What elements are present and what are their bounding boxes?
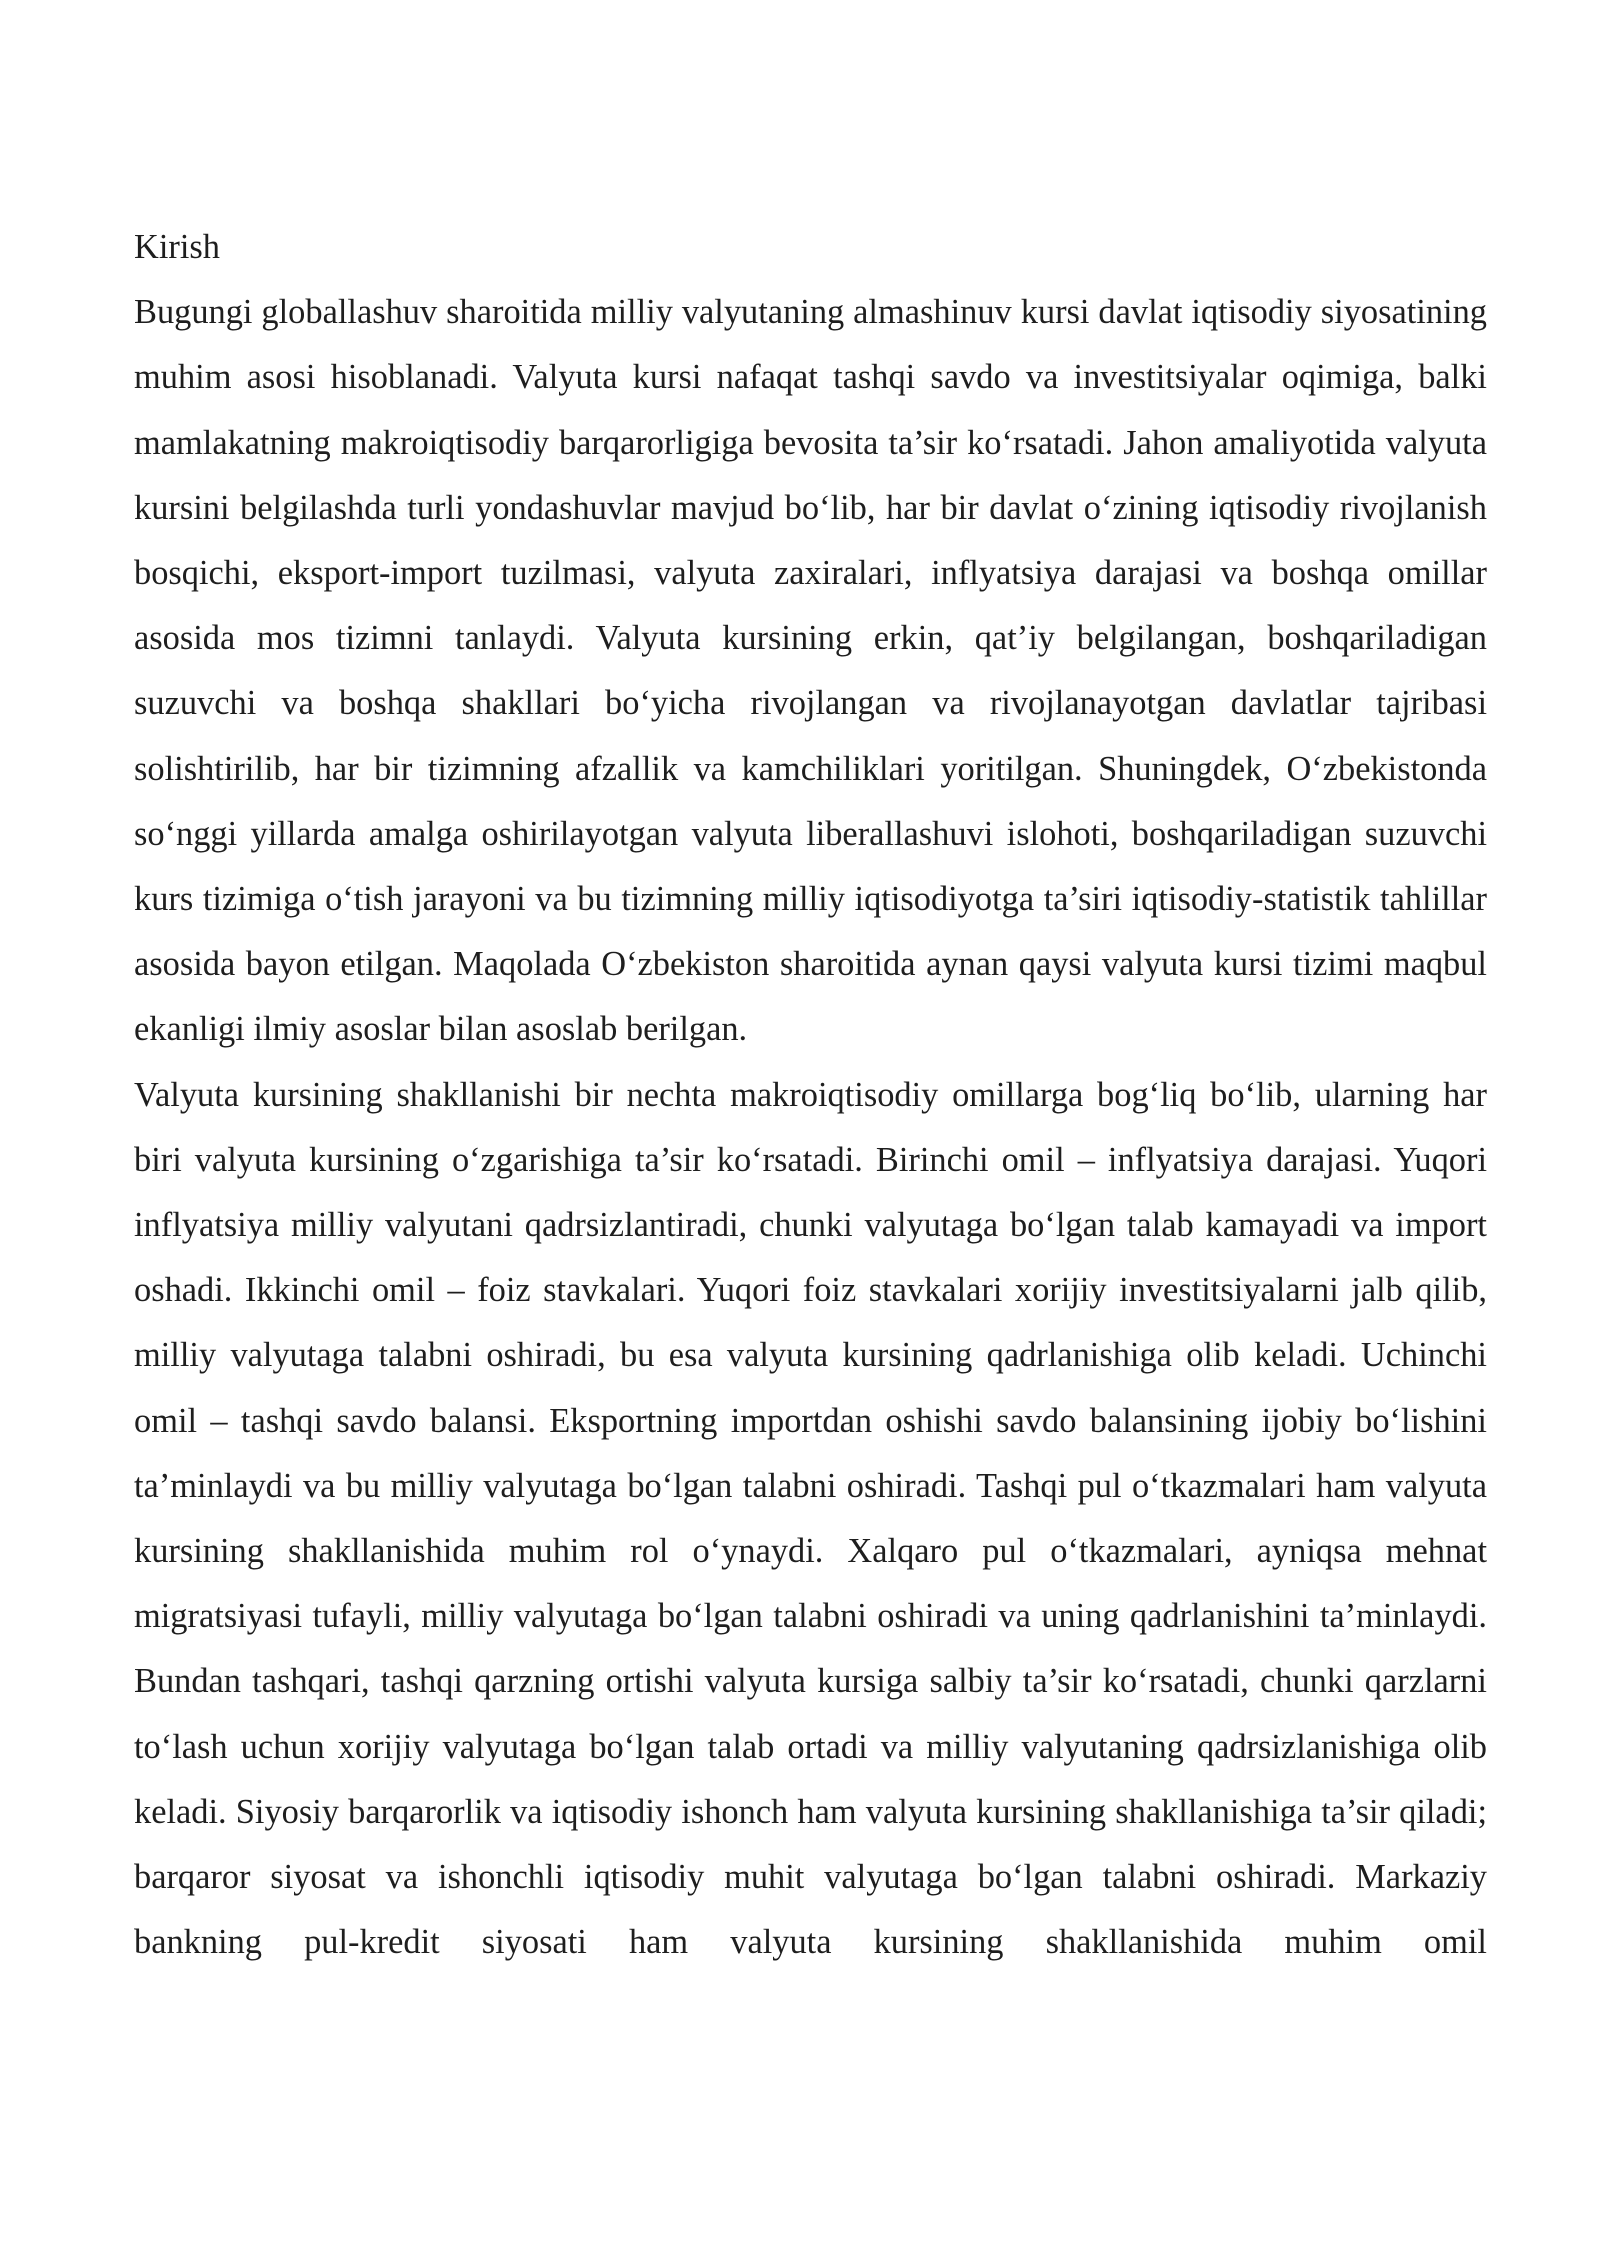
factors-paragraph: Valyuta kursining shakllanishi bir nechta makroiqtisodiy omillarga bog‘liq bo‘lib, ularning har biri valyuta kursining o‘zgarishiga ta’sir ko‘rsatadi. Birinchi omil – inflyatsiya darajasi. Yuqori inflyatsiya milliy valyutani qadrsizlantiradi, chunki valyutaga bo‘lgan talab kamayadi va import oshadi. Ikkinchi omil – foiz stavkalari. Yuqori foiz stavkalari xorijiy investitsiyalarni jalb qilib, milliy valyutaga talabni oshiradi, bu esa valyuta kursining qadrlanishiga olib keladi. Uchinchi omil – tashqi savdo balansi. Eksportning importdan oshishi savdo balansining ijobiy bo‘lishini ta’minlaydi va bu milliy valyutaga bo‘lgan talabni oshiradi. Tashqi pul o‘tkazmalari ham valyuta kursining shakllanishida muhim rol o‘ynaydi. Xalqaro pul o‘tkazmalari, ayniqsa mehnat migratsiyasi tufayli, milliy valyutaga bo‘lgan talabni oshiradi va uning qadrlanishini ta’minlaydi. Bundan tashqari, tashqi qarzning ortishi valyuta kursiga salbiy ta’sir ko‘rsatadi, chunki qarzlarni to‘lash uchun xorijiy valyutaga bo‘lgan talab ortadi va milliy valyutaning qadrsizlanishiga olib keladi. Siyosiy barqarorlik va iqtisodiy ishonch ham valyuta kursining shakllanishiga ta’sir qiladi; barqaror siyosat va ishonchli iqtisodiy muhit valyutaga bo‘lgan talabni oshiradi. Markaziy bankning pul-kredit siyosati ham valyuta kursining shakllanishida muhim omil bbox=[134, 1075, 1487, 1962]
document-page bbox=[134, 215, 1487, 1975]
section-heading: Kirish bbox=[134, 228, 220, 266]
intro-paragraph: Bugungi globallashuv sharoitida milliy valyutaning almashinuv kursi davlat iqtisodiy siyosatining muhim asosi hisoblanadi. Valyuta kursi nafaqat tashqi savdo va investitsiyalar oqimiga, balki mamlakatning makroiqtisodiy barqarorligiga bevosita ta’sir ko‘rsatadi. Jahon amaliyotida valyuta kursini belgilashda turli yondashuvlar mavjud bo‘lib, har bir davlat o‘zining iqtisodiy rivojlanish bosqichi, eksport-import tuzilmasi, valyuta zaxiralari, inflyatsiya darajasi va boshqa omillar asosida mos tizimni tanlaydi. Valyuta kursining erkin, qat’iy belgilangan, boshqariladigan suzuvchi va boshqa shakllari bo‘yicha rivojlangan va rivojlanayotgan davlatlar tajribasi solishtirilib, har bir tizimning afzallik va kamchiliklari yoritilgan. Shuningdek, O‘zbekistonda so‘nggi yillarda amalga oshirilayotgan valyuta liberallashuvi islohoti, boshqariladigan suzuvchi kurs tizimiga o‘tish jarayoni va bu tizimning milliy iqtisodiyotga ta’siri iqtisodiy-statistik tahlillar asosida bayon etilgan. Maqolada O‘zbekiston sharoitida aynan qaysi valyuta kursi tizimi maqbul ekanligi ilmiy asoslar bilan asoslab berilgan. bbox=[134, 293, 1487, 1049]
